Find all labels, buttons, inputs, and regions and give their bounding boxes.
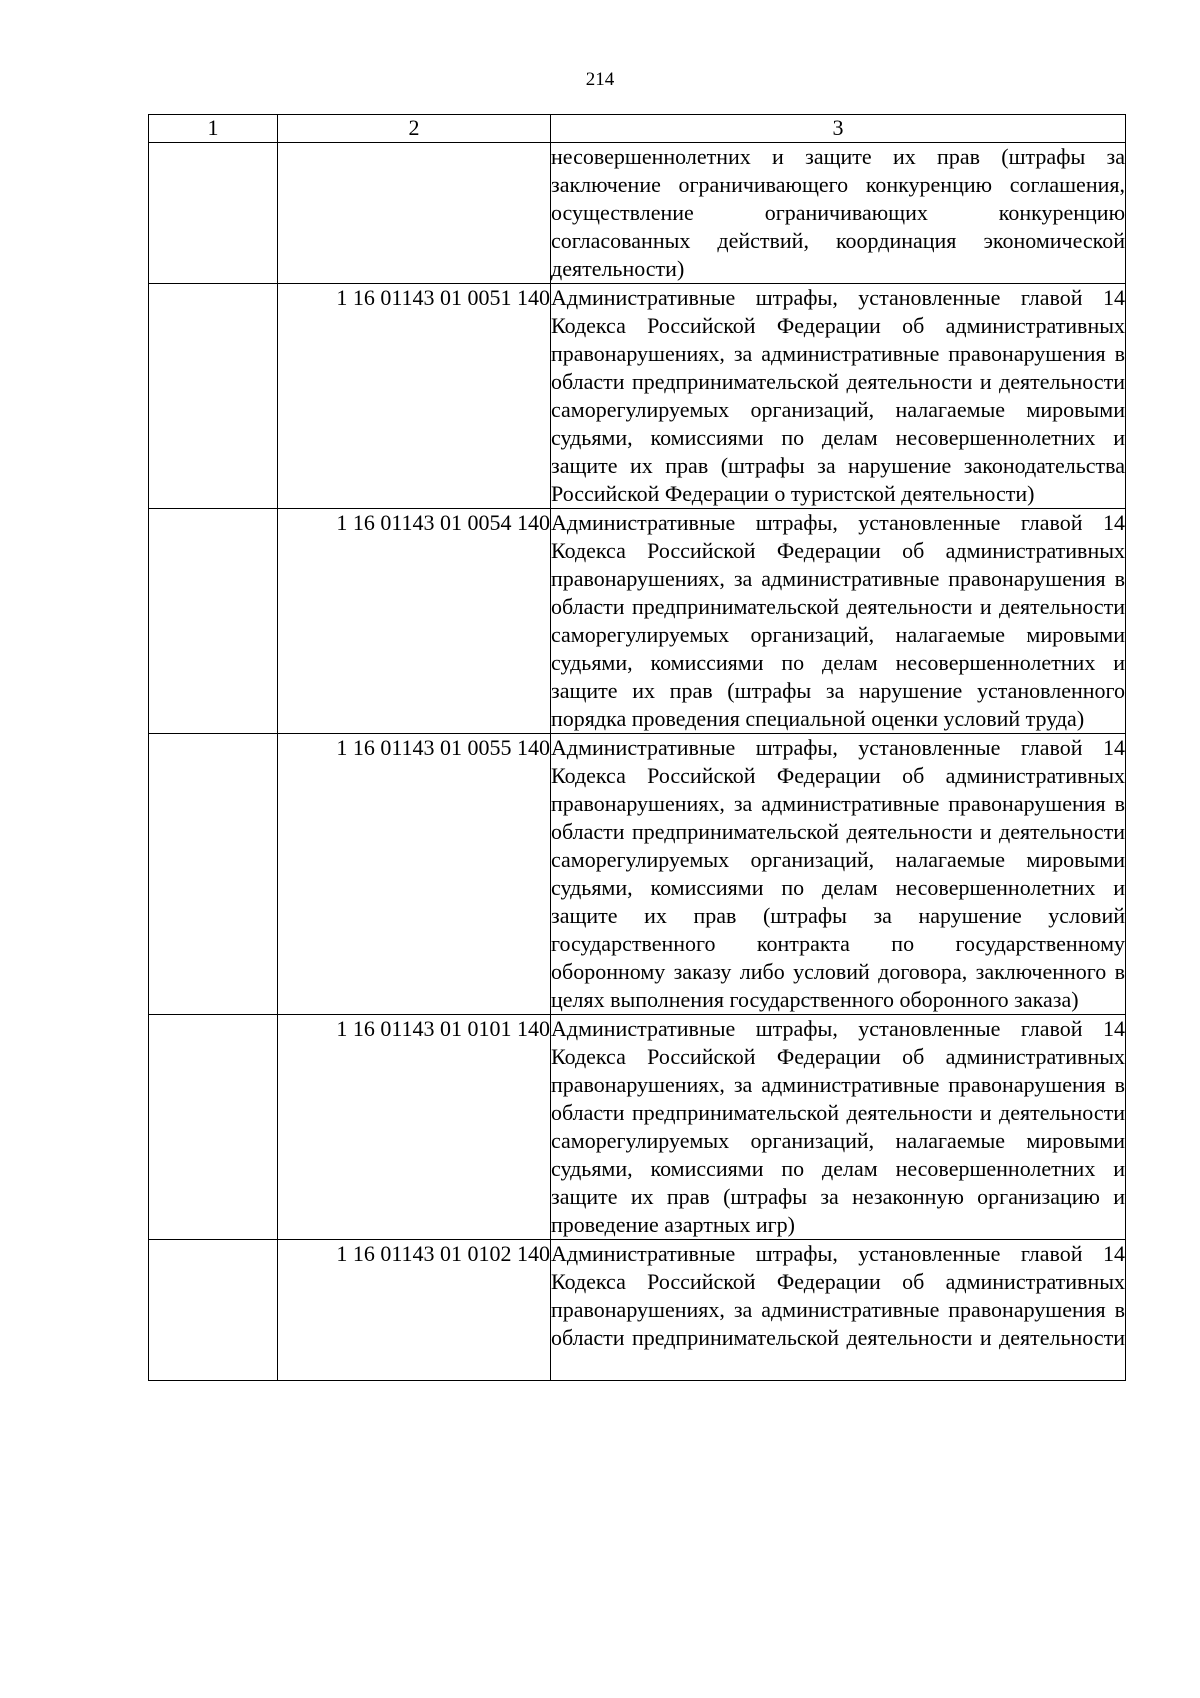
description-cell [551, 509, 1126, 734]
description-text: Административные штрафы, установленные главой 14 Кодекса Российской Федерации об административных правонарушениях, за административные правонарушения в области предпринимательской деятельности и деятельности саморегулируемых организаций, налагаемые мировыми судьями, комиссиями по делам несовершеннолетних и защите их прав (штрафы за нарушение законодательства Российской Федерации о туристской деятельности) [551, 285, 1125, 506]
header-col-2: 2 [278, 115, 551, 143]
description-cell [551, 284, 1126, 509]
cell-col1 [149, 734, 278, 1015]
cell-col1 [149, 143, 278, 284]
table-header-row [149, 115, 1126, 143]
table-row [149, 1240, 1126, 1381]
budget-code: 1 16 01143 01 0051 140 [278, 284, 551, 509]
description-cell [551, 1015, 1126, 1240]
budget-code [278, 143, 551, 284]
budget-code: 1 16 01143 01 0102 140 [278, 1240, 551, 1381]
cell-col1 [149, 1015, 278, 1240]
description-text: несовершеннолетних и защите их прав (штрафы за заключение ограничивающего конкуренцию соглашения, осуществление ограничивающих конкуренцию согласованных действий, координация экономической деятельности) [551, 144, 1125, 281]
cell-col1 [149, 509, 278, 734]
codes-table [148, 114, 1126, 1381]
description-text: Административные штрафы, установленные главой 14 Кодекса Российской Федерации об административных правонарушениях, за административные правонарушения в области предпринимательской деятельности и деятельности [551, 1241, 1125, 1350]
budget-code: 1 16 01143 01 0054 140 [278, 509, 551, 734]
header-col-1: 1 [149, 115, 278, 143]
description-text: Административные штрафы, установленные главой 14 Кодекса Российской Федерации об административных правонарушениях, за административные правонарушения в области предпринимательской деятельности и деятельности саморегулируемых организаций, налагаемые мировыми судьями, комиссиями по делам несовершеннолетних и защите их прав (штрафы за нарушение условий государственного контракта по государственному оборонному заказу либо условий договора, заключенного в целях выполнения государственного оборонного заказа) [551, 735, 1125, 1012]
budget-code: 1 16 01143 01 0055 140 [278, 734, 551, 1015]
table-row [149, 509, 1126, 734]
description-cell [551, 143, 1126, 284]
table-row [149, 143, 1126, 284]
budget-code: 1 16 01143 01 0101 140 [278, 1015, 551, 1240]
cell-col1 [149, 284, 278, 509]
table-row [149, 734, 1126, 1015]
page-number: 214 [585, 69, 615, 90]
table-row [149, 1015, 1126, 1240]
description-cell [551, 1240, 1126, 1381]
header-col-3: 3 [551, 115, 1126, 143]
description-cell [551, 734, 1126, 1015]
description-text: Административные штрафы, установленные главой 14 Кодекса Российской Федерации об административных правонарушениях, за административные правонарушения в области предпринимательской деятельности и деятельности саморегулируемых организаций, налагаемые мировыми судьями, комиссиями по делам несовершеннолетних и защите их прав (штрафы за нарушение установленного порядка проведения специальной оценки условий труда) [551, 510, 1125, 731]
description-text: Административные штрафы, установленные главой 14 Кодекса Российской Федерации об административных правонарушениях, за административные правонарушения в области предпринимательской деятельности и деятельности саморегулируемых организаций, налагаемые мировыми судьями, комиссиями по делам несовершеннолетних и защите их прав (штрафы за незаконную организацию и проведение азартных игр) [551, 1016, 1125, 1237]
cell-col1 [149, 1240, 278, 1381]
table-row [149, 284, 1126, 509]
